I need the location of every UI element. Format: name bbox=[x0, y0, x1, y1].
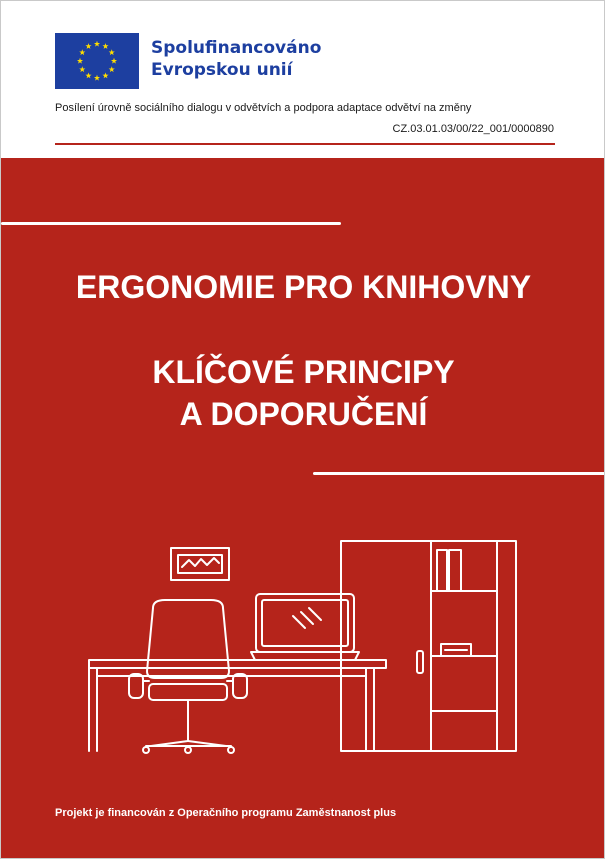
divider-top bbox=[1, 222, 341, 225]
header bbox=[1, 1, 605, 158]
eu-star-icon bbox=[94, 41, 100, 47]
document-subtitle bbox=[1, 351, 605, 435]
eu-flag-icon bbox=[55, 33, 139, 89]
project-code: CZ.03.01.03/00/22_001/0000890 bbox=[392, 123, 554, 135]
eu-star-icon bbox=[94, 75, 100, 81]
eu-star-icon bbox=[109, 66, 115, 72]
divider-middle bbox=[313, 472, 605, 475]
eu-star-icon bbox=[102, 73, 108, 79]
document-subtitle-line-2: A DOPORUČENÍ bbox=[179, 396, 428, 432]
funding-note: Projekt je financován z Operačního programu Zaměstnanost plus bbox=[55, 807, 397, 819]
eu-star-icon bbox=[111, 58, 117, 64]
monitor-icon bbox=[251, 594, 359, 660]
eu-star-icon bbox=[102, 43, 108, 49]
header-divider bbox=[55, 143, 555, 145]
eu-star-icon bbox=[79, 49, 85, 55]
wall-picture-icon bbox=[171, 548, 229, 580]
eu-star-icon bbox=[85, 43, 91, 49]
eu-star-icon bbox=[77, 58, 83, 64]
eu-star-icon bbox=[79, 66, 85, 72]
document-subtitle-line-1: KLÍČOVÉ PRINCIPY bbox=[152, 354, 455, 390]
eu-line-1: Spolufinancováno bbox=[151, 38, 322, 58]
eu-line-2: Evropskou unií bbox=[151, 60, 293, 80]
eu-star-icon bbox=[85, 73, 91, 79]
eu-cofinanced-label bbox=[151, 37, 321, 81]
project-subtitle: Posílení úrovně sociálního dialogu v odvětvích a podpora adaptace odvětví na změny bbox=[55, 102, 472, 114]
document-title: ERGONOMIE PRO KNIHOVNY bbox=[75, 269, 532, 305]
bookshelf-cabinet-icon bbox=[341, 541, 516, 751]
office-desk-illustration bbox=[61, 536, 541, 766]
eu-star-icon bbox=[109, 49, 115, 55]
